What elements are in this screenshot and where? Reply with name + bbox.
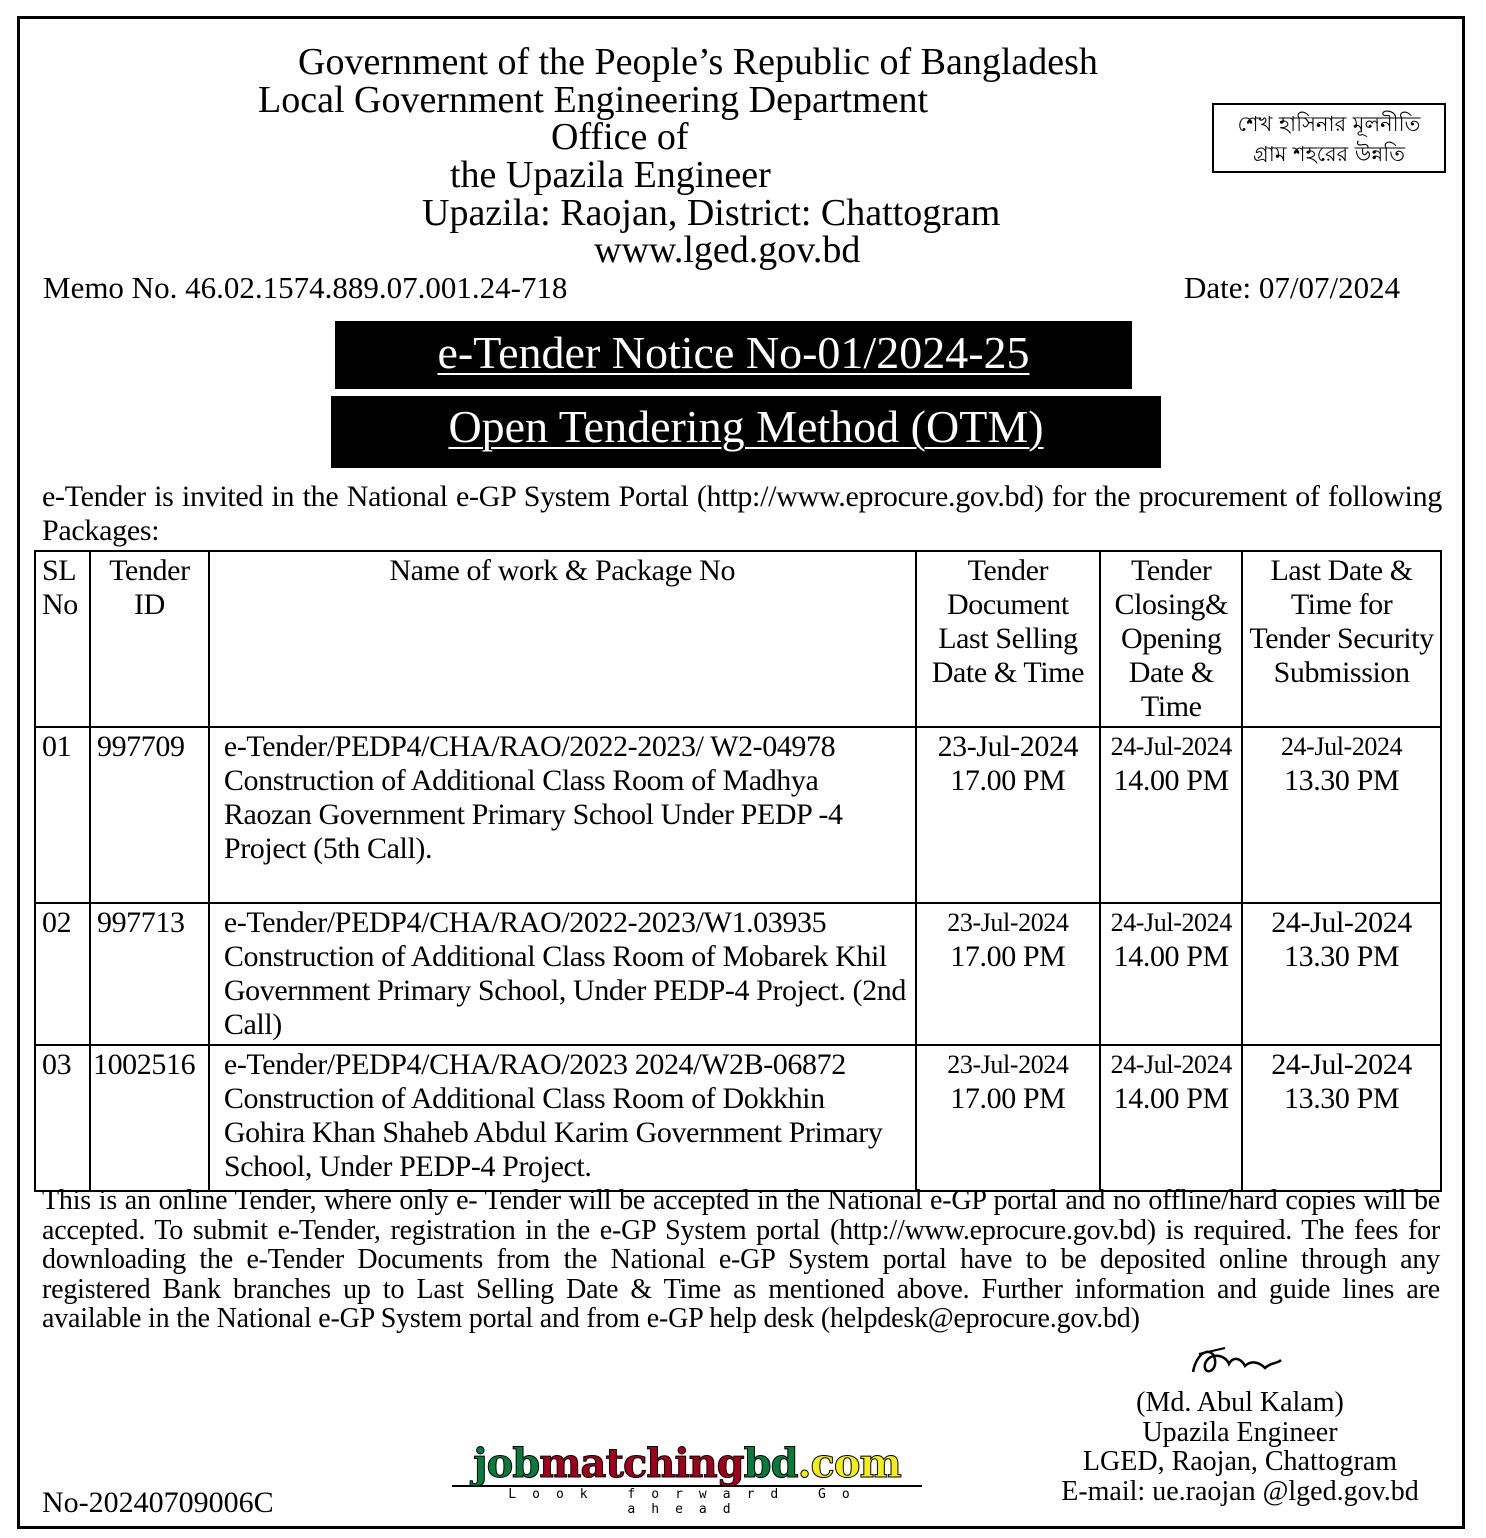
table-header-row (35, 551, 1441, 727)
table-row (35, 903, 1441, 1045)
cell-closing-time: 14.00 PM (1113, 764, 1229, 797)
cell-selling-date: 23-Jul-2024 (947, 1050, 1069, 1079)
signatory-block (1040, 1388, 1440, 1506)
cell-security-time: 13.30 PM (1284, 940, 1400, 973)
memo-number: Memo No. 46.02.1574.889.07.001.24-718 (43, 270, 568, 305)
cell-work: Construction of Additional Class Room of Mobarek Khil Government Primary School, Under PEDP-4 Project. (2nd Call) (223, 940, 906, 1041)
cell-tender-id: 997713 (90, 903, 209, 1045)
signatory-office: LGED, Raojan, Chattogram (1082, 1446, 1398, 1477)
notice-date: Date: 07/07/2024 (1184, 270, 1401, 305)
logo-text: matching (539, 1440, 744, 1487)
cell-closing-time: 14.00 PM (1113, 940, 1229, 973)
cell-package: e-Tender/PEDP4/CHA/RAO/2022-2023/ W2-04978 (223, 730, 836, 763)
slogan-line: গ্রাম শহরের উন্নতি (1253, 142, 1405, 166)
notice-title-banner (335, 321, 1132, 389)
cell-selling-time: 17.00 PM (950, 764, 1066, 797)
header-website: www.lged.gov.bd (594, 229, 861, 271)
notice-title: e-Tender Notice No-01/2024-25 (437, 327, 1030, 378)
method-title-banner (331, 396, 1161, 468)
cell-security-date: 24-Jul-2024 (1280, 732, 1403, 761)
cell-tender-id: 1002516 (90, 1045, 209, 1191)
col-name-of-work: Name of work & Package No (209, 551, 916, 727)
cell-package: e-Tender/PEDP4/CHA/RAO/2023 2024/W2B-06872 (223, 1048, 846, 1081)
table-row (35, 727, 1441, 903)
logo-text: bd (743, 1440, 798, 1487)
cell-sl: 03 (35, 1045, 90, 1191)
cell-work: Construction of Additional Class Room of Dokkhin Gohira Khan Shaheb Abdul Karim Government Primary School, Under PEDP-4 Project. (223, 1082, 883, 1183)
table-row (35, 1045, 1441, 1191)
tender-table (34, 550, 1442, 1192)
cell-security-time: 13.30 PM (1284, 1082, 1400, 1115)
method-title: Open Tendering Method (OTM) (448, 401, 1044, 452)
cell-selling-date: 23-Jul-2024 (947, 908, 1069, 937)
cell-work: Construction of Additional Class Room of Madhya Raozan Government Primary School Under PEDP -4 Project (5th Call). (223, 764, 843, 865)
intro-paragraph: e-Tender is invited in the National e-GP System Portal (http://www.eprocure.gov.bd) for the procurement of following Packages: (42, 480, 1442, 547)
cell-package: e-Tender/PEDP4/CHA/RAO/2022-2023/W1.03935 (223, 906, 827, 939)
col-closing-date: Tender Closing& Opening Date & Time (1100, 551, 1242, 727)
footer-paragraph: This is an online Tender, where only e- Tender will be accepted in the National e-GP portal and no offline/hard copies will be accepted. To submit e-Tender, registration in the e-GP System portal (http://www.eprocure.gov.bd) is required. The fees for downloading the e-Tender Documents from the National e-GP System portal have to be deposited online through any registered Bank branches up to Last Selling Date & Time as mentioned above. Further information and guide lines are available in the National e-GP System portal and from e-GP help desk (helpdesk@eprocure.gov.bd) (42, 1185, 1440, 1334)
col-sl: SL No (35, 551, 90, 727)
jobmatchingbd-logo (452, 1440, 922, 1517)
header-government: Government of the People’s Republic of Bangladesh (298, 41, 1098, 83)
cell-selling-time: 17.00 PM (950, 1082, 1066, 1115)
cell-selling-time: 17.00 PM (950, 940, 1066, 973)
cell-selling-date: 23-Jul-2024 (937, 730, 1079, 763)
cell-sl: 02 (35, 903, 90, 1045)
col-selling-date: Tender Document Last Selling Date & Time (916, 551, 1101, 727)
col-tender-id: Tender ID (90, 551, 209, 727)
cell-tender-id: 997709 (90, 727, 209, 903)
logo-text: job (473, 1440, 540, 1487)
cell-security-date: 24-Jul-2024 (1271, 906, 1412, 939)
header-office: Office of (551, 116, 689, 158)
signatory-email: E-mail: ue.raojan @lged.gov.bd (1061, 1475, 1419, 1507)
cell-security-time: 13.30 PM (1284, 764, 1400, 797)
slogan-box (1212, 103, 1446, 173)
cell-closing-time: 14.00 PM (1113, 1082, 1229, 1115)
header-department: Local Government Engineering Department (258, 79, 929, 121)
slogan-line: শেখ হাসিনার মূলনীতি (1237, 112, 1421, 136)
signatory-name: (Md. Abul Kalam) (1136, 1387, 1344, 1418)
logo-text: .com (797, 1440, 901, 1487)
cell-closing-date: 24-Jul-2024 (1110, 908, 1232, 937)
header-location: Upazila: Raojan, District: Chattogram (422, 192, 1001, 234)
logo-tagline: Look forward Go ahead (452, 1485, 922, 1517)
col-security-date: Last Date & Time for Tender Security Submission (1242, 551, 1441, 727)
header-upazila-engineer: the Upazila Engineer (450, 154, 771, 196)
cell-closing-date: 24-Jul-2024 (1110, 732, 1232, 761)
cell-closing-date: 24-Jul-2024 (1110, 1050, 1232, 1079)
reference-number: No-20240709006C (42, 1486, 274, 1519)
cell-security-date: 24-Jul-2024 (1271, 1048, 1412, 1081)
signatory-title: Upazila Engineer (1142, 1416, 1338, 1448)
cell-sl: 01 (35, 727, 90, 903)
signature-image (1185, 1342, 1285, 1384)
